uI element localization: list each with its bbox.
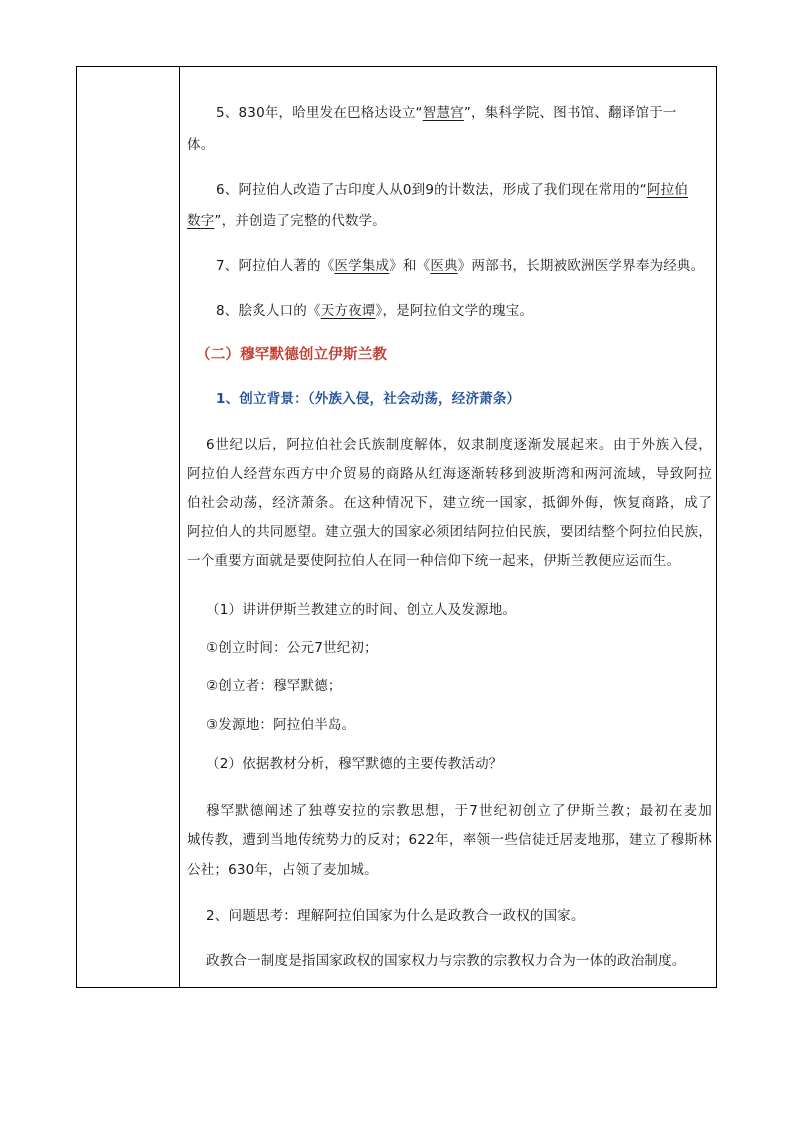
item-6-line-1	[216, 180, 712, 200]
answer-origin: ③发源地：阿拉伯半岛。	[206, 717, 356, 733]
background-line-3: 伯社会动荡，经济萧条。在这种情况下，建立统一国家，抵御外侮，恢复商路，成了	[187, 495, 712, 511]
item-8-text-a: 8、脍炙人口的《	[216, 303, 321, 319]
lesson-table	[76, 66, 717, 988]
section-heading: （二）穆罕默德创立伊斯兰教	[196, 347, 388, 363]
item-8-line	[216, 301, 712, 321]
item-6-line-2	[187, 211, 712, 231]
item-5-text-a: 5、830年，哈里发在巴格达设立“	[216, 105, 423, 121]
item-7-text-a: 7、阿拉伯人著的《	[216, 258, 335, 274]
question-2-prompt: （2）依据教材分析，穆罕默德的主要传教活动？	[206, 756, 503, 772]
table-content-cell	[180, 67, 716, 987]
answer-founding-time: ①创立时间：公元7世纪初；	[206, 640, 378, 656]
question-2-answer-line-3: 公社；630年，占领了麦加城。	[187, 862, 378, 878]
background-line-1: 6世纪以后，阿拉伯社会氏族制度解体，奴隶制度逐渐发展起来。由于外族入侵，	[206, 437, 712, 453]
background-line-5: 一个重要方面就是要使阿拉伯人在同一种信仰下统一起来，伊斯兰教便应运而生。	[187, 553, 681, 569]
answer-founder: ②创立者：穆罕默德；	[206, 678, 342, 694]
item-7-blank-1: 医学集成	[334, 258, 390, 274]
item-7-text-c: 》两部书，长期被欧洲医学界奉为经典。	[457, 258, 705, 274]
question-3-prompt: 2、问题思考：理解阿拉伯国家为什么是政教合一政权的国家。	[206, 908, 585, 924]
question-3-answer: 政教合一制度是指国家政权的国家权力与宗教的宗教权力合为一体的政治制度。	[206, 953, 686, 969]
item-5-line-1	[216, 103, 712, 123]
item-6-blank-2: 数字	[187, 213, 215, 229]
item-6-blank-1: 阿拉伯	[646, 182, 688, 198]
question-1-prompt: （1）讲讲伊斯兰教建立的时间、创立人及发源地。	[206, 602, 517, 618]
item-7-line	[216, 256, 712, 276]
background-subheading: 1、创立背景：（外族入侵，社会动荡，经济萧条）	[216, 391, 521, 407]
background-line-2: 阿拉伯人经营东西方中介贸易的商路从红海逐渐转移到波斯湾和两河流域，导致阿拉	[187, 466, 712, 482]
item-6-text-a: 6、阿拉伯人改造了古印度人从0到9的计数法，形成了我们现在常用的“	[216, 182, 647, 198]
item-8-blank: 天方夜谭	[320, 303, 376, 319]
table-left-column	[77, 67, 180, 987]
question-2-answer-line-1: 穆罕默德阐述了独尊安拉的宗教思想，于7世纪初创立了伊斯兰教；最初在麦加	[206, 803, 712, 819]
item-5-blank: 智慧宫	[422, 105, 464, 121]
question-2-answer-line-2: 城传教，遭到当地传统势力的反对；622年，率领一些信徒迁居麦地那，建立了穆斯林	[187, 832, 712, 848]
item-6-text-b: ”，并创造了完整的代数学。	[214, 213, 386, 229]
item-5-text-b: ”，集科学院、图书馆、翻译馆于一	[463, 105, 677, 121]
item-5-line-2	[187, 135, 712, 155]
item-7-text-b: 》和《	[389, 258, 431, 274]
item-8-text-b: 》，是阿拉伯文学的瑰宝。	[375, 303, 534, 319]
background-line-4: 阿拉伯人的共同愿望。建立强大的国家必须团结阿拉伯民族，要团结整个阿拉伯民族，	[187, 524, 712, 540]
item-5-text-c: 体。	[187, 137, 215, 153]
item-7-blank-2: 医典	[430, 258, 458, 274]
